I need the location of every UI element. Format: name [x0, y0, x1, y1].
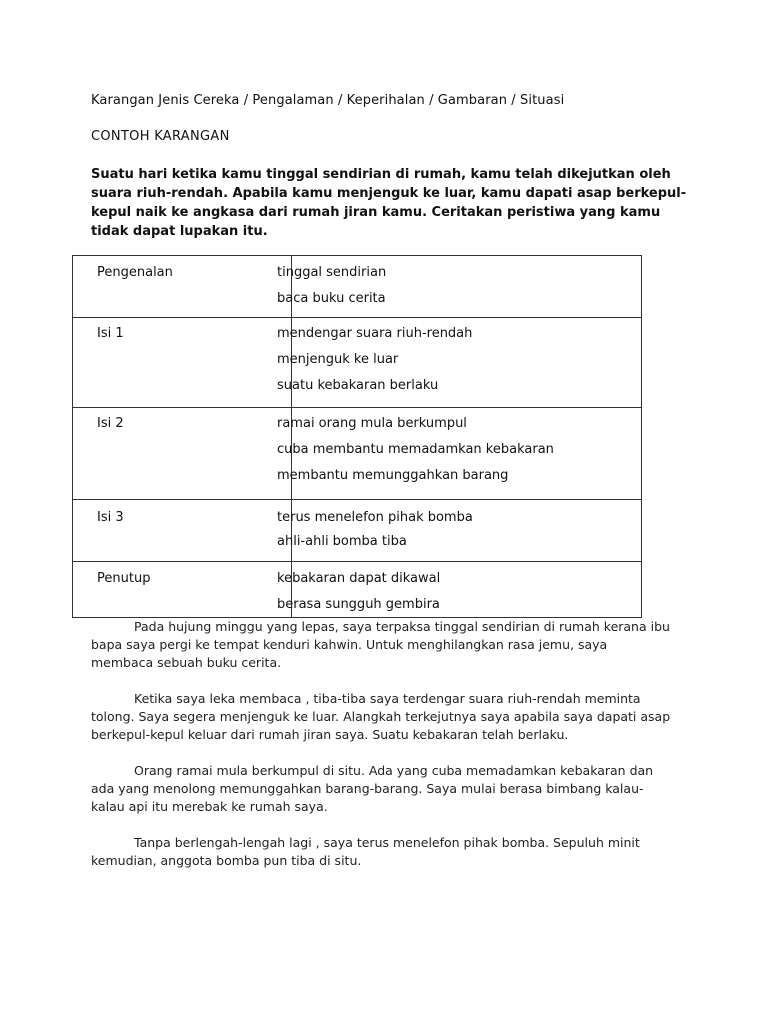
- essay-line: Orang ramai mula berkumpul di situ. Ada yang cuba memadamkan kebakaran dan: [134, 763, 654, 778]
- row-label: Pengenalan: [97, 265, 173, 280]
- essay-line: kemudian, anggota bomba pun tiba di situ.: [91, 853, 362, 868]
- essay-line: Tanpa berlengah-lengah lagi , saya terus menelefon pihak bomba. Sepuluh minit: [134, 835, 640, 850]
- question-line: Suatu hari ketika kamu tinggal sendirian di rumah, kamu telah dikejutkan oleh: [91, 167, 671, 182]
- row-label: Isi 2: [97, 416, 124, 431]
- essay-paragraph: [91, 834, 691, 870]
- outline-point: menjenguk ke luar: [277, 352, 399, 367]
- question-line: tidak dapat lupakan itu.: [91, 224, 268, 239]
- document-subtitle: CONTOH KARANGAN: [91, 129, 230, 144]
- outline-point: kebakaran dapat dikawal: [277, 571, 441, 586]
- document-title: Karangan Jenis Cereka / Pengalaman / Keperihalan / Gambaran / Situasi: [91, 93, 565, 108]
- outline-point: tinggal sendirian: [277, 265, 387, 280]
- table-row-isi-1: [73, 317, 641, 408]
- outline-point: ahli-ahli bomba tiba: [277, 534, 407, 549]
- essay-line: berkepul-kepul keluar dari rumah jiran saya. Suatu kebakaran telah berlaku.: [91, 727, 569, 742]
- essay-line: Ketika saya leka membaca , tiba-tiba saya terdengar suara riuh-rendah meminta: [134, 691, 641, 706]
- row-points: [277, 325, 472, 403]
- table-row-penutup: [73, 561, 641, 618]
- essay-paragraph: [91, 762, 691, 816]
- outline-point: mendengar suara riuh-rendah: [277, 326, 473, 341]
- outline-point: baca buku cerita: [277, 291, 386, 306]
- outline-point: membantu memunggahkan barang: [277, 468, 509, 483]
- outline-point: terus menelefon pihak bomba: [277, 510, 473, 525]
- essay-line: ada yang menolong memunggahkan barang-barang. Saya mulai berasa bimbang kalau-: [91, 781, 644, 796]
- essay-line: kalau api itu merebak ke rumah saya.: [91, 799, 328, 814]
- essay-line: bapa saya pergi ke tempat kenduri kahwin. Untuk menghilangkan rasa jemu, saya: [91, 637, 608, 652]
- row-label: Penutup: [97, 571, 151, 586]
- row-points: [277, 415, 554, 493]
- row-points: [277, 570, 440, 622]
- essay-paragraph: [91, 618, 691, 672]
- essay-line: tolong. Saya segera menjenguk ke luar. Alangkah terkejutnya saya apabila saya dapati asap: [91, 709, 671, 724]
- question-line: suara riuh-rendah. Apabila kamu menjenguk ke luar, kamu dapati asap berkepul-: [91, 186, 687, 201]
- table-row-isi-3: [73, 499, 641, 562]
- outline-table: [72, 255, 642, 618]
- row-points: [277, 264, 386, 316]
- row-label: Isi 3: [97, 510, 124, 525]
- table-row-isi-2: [73, 407, 641, 500]
- question-line: kepul naik ke angkasa dari rumah jiran kamu. Ceritakan peristiwa yang kamu: [91, 205, 661, 220]
- row-label: Isi 1: [97, 326, 124, 341]
- table-row-pengenalan: [73, 256, 641, 318]
- essay-paragraph: [91, 690, 691, 744]
- essay-line: membaca sebuah buku cerita.: [91, 655, 282, 670]
- essay-question: [91, 165, 687, 241]
- essay-body: [91, 618, 691, 888]
- essay-line: Pada hujung minggu yang lepas, saya terpaksa tinggal sendirian di rumah kerana ibu: [134, 619, 670, 634]
- outline-point: cuba membantu memadamkan kebakaran: [277, 442, 554, 457]
- outline-point: ramai orang mula berkumpul: [277, 416, 467, 431]
- row-points: [277, 509, 473, 559]
- outline-point: suatu kebakaran berlaku: [277, 378, 439, 393]
- outline-point: berasa sungguh gembira: [277, 597, 440, 612]
